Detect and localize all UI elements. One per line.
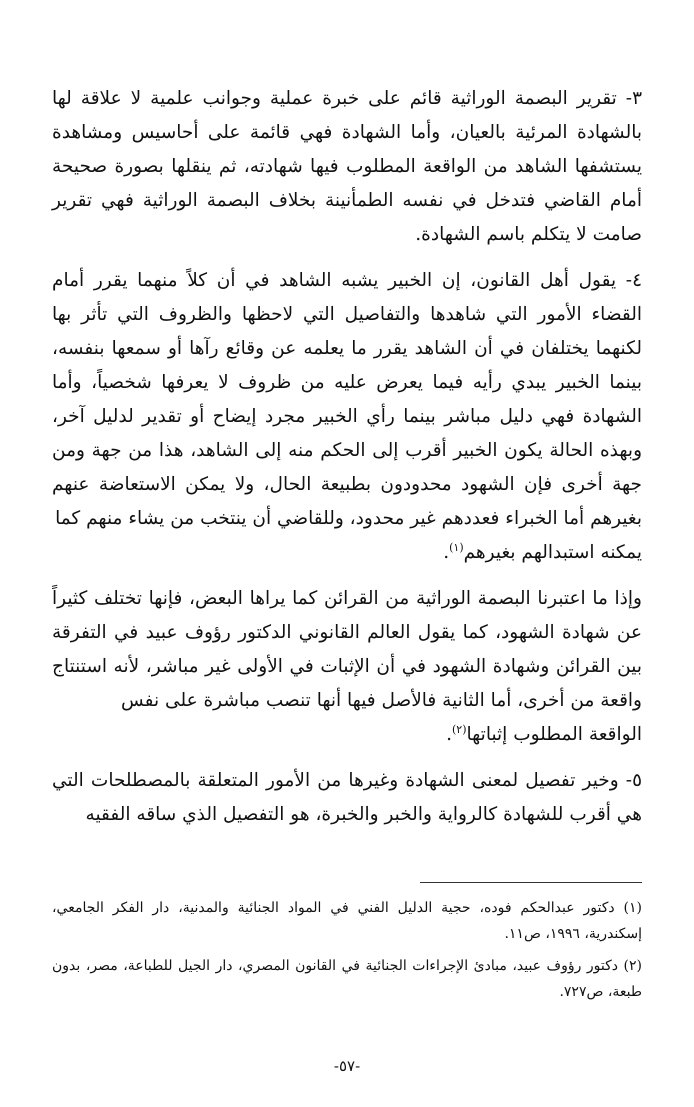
footnote-ref-1[interactable]: (١) (449, 540, 464, 554)
paragraph-evidence-text: وإذا ما اعتبرنا البصمة الوراثية من القرائن كما يراها البعض، فإنها تختلف كثيراً عن شهادة الشهود، كما يقول العالم القانوني الدكتور رؤوف عبيد في التفرقة بين القرائن وشهادة الشهود في أن الإثبات في الأولى غير مباشر، لأنه استنتاج واقعة من أخرى، أما الثانية فالأصل فيها أنها تنصب مباشرة على نفس (52, 588, 642, 711)
paragraph-4-end: . (443, 542, 450, 563)
footnote-2: (٢) دكتور رؤوف عبيد، مبادئ الإجراءات الجنائية في القانون المصري، دار الجيل للطباعة، مصر، بدون طبعة، ص٧٢٧. (52, 958, 642, 1000)
paragraph-evidence-end: . (446, 724, 452, 745)
paragraph-4 (52, 264, 642, 570)
footnote-1: (١) دكتور عبدالحكم فوده، حجية الدليل الفني في المواد الجنائية والمدنية، دار الفكر الجامعي، إسكندرية، ١٩٩٦، ص١١. (52, 900, 642, 942)
page-body (52, 82, 642, 832)
paragraph-5: ٥- وخير تفصيل لمعنى الشهادة وغيرها من الأمور المتعلقة بالمصطلحات التي هي أقرب للشهادة كالرواية والخبر والخبرة، هو التفصيل الذي ساقه الفقيه (52, 770, 642, 825)
page-number: -٥٧- (333, 1057, 361, 1075)
paragraph-evidence (52, 582, 642, 752)
footnotes (52, 895, 642, 1005)
paragraph-evidence-last-text: الواقعة المطلوب إثباتها (466, 724, 642, 745)
footnote-ref-2[interactable]: (٢) (451, 722, 467, 736)
paragraph-4-text: ٤- يقول أهل القانون، إن الخبير يشبه الشاهد في أن كلاً منهما يقرر أمام القضاء الأمور التي شاهدها والتفاصيل التي لاحظها والظروف التي تأثر بها لكنهما يختلفان في أن الشاهد يقرر ما يعلمه عن وقائع رآها أو سمعها بنفسه، بينما الخبير يبدي رأيه فيما يعرض عليه من ظروف لا يعرفها شخصياً، وأما الشهادة فهي دليل مباشر بينما رأي الخبير مجرد إيضاح أو تقدير لدليل آخر، وبهذه الحالة يكون الخبير أقرب إلى الحكم منه إلى الشاهد، هذا من جهة ومن جهة أخرى فإن الشهود محدودون بطبيعة الحال، ولا يمكن الاستعاضة عنهم بغيرهم أما الخبراء فعددهم غير محدود، وللقاضي أن ينتخب من يشاء منهم كما (52, 270, 642, 529)
paragraph-4-last-line (52, 536, 642, 570)
footnote-divider (420, 882, 642, 883)
paragraph-3: ٣- تقرير البصمة الوراثية قائم على خبرة عملية وجوانب علمية لا علاقة لها بالشهادة المرئية بالعيان، وأما الشهادة فهي قائمة على أحاسيس ومشاهدة يستشفها الشاهد من الواقعة المطلوب فيها شهادته، ثم ينقلها بصورة صحيحة أمام القاضي فتدخل في نفسه الطمأنينة بخلاف البصمة الوراثية فهي تقرير صامت لا يتكلم باسم الشهادة. (52, 88, 642, 245)
paragraph-evidence-last-line (52, 718, 642, 752)
paragraph-4-last-text: يمكنه استبدالهم بغيرهم (463, 542, 642, 563)
